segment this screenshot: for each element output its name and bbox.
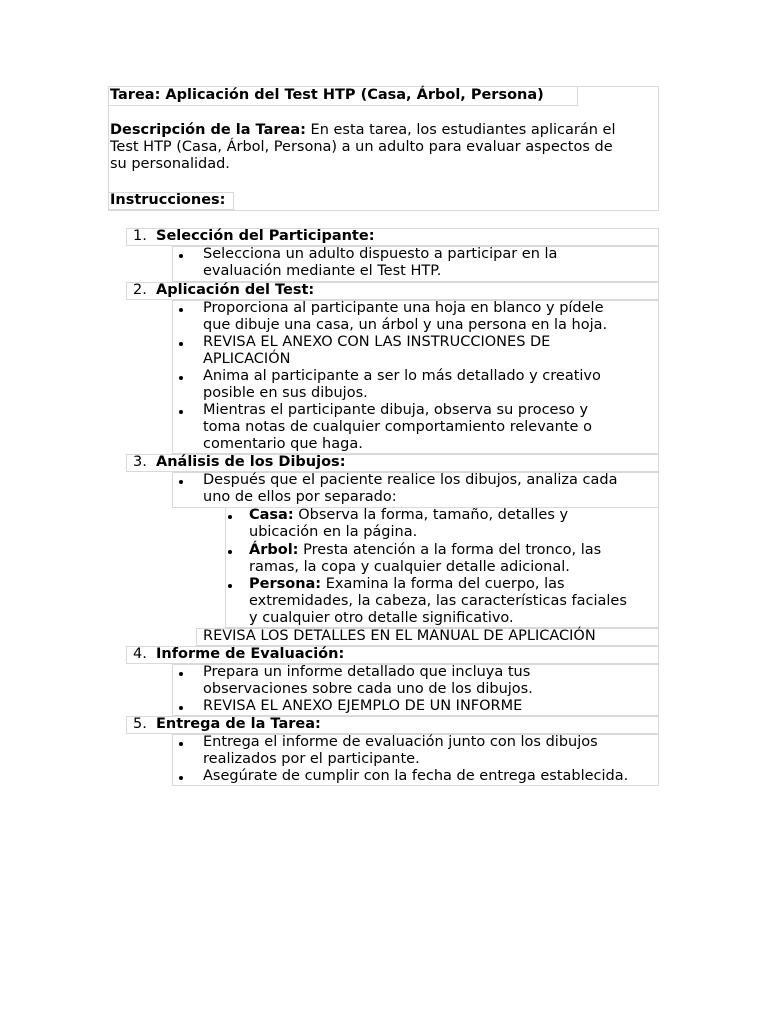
bullet-icon bbox=[179, 776, 183, 780]
description-line-2: Test HTP (Casa, Árbol, Persona) a un adulto para evaluar aspectos de bbox=[110, 139, 613, 155]
step-1-title: Selección del Participante: bbox=[156, 228, 375, 244]
step-4-bullet-1-line-1: Prepara un informe detallado que incluya tus bbox=[203, 664, 531, 680]
step-2-bullet-4-line-1: Mientras el participante dibuja, observa su proceso y bbox=[203, 402, 589, 418]
bullet-icon bbox=[179, 742, 183, 746]
step-2-bullet-4-line-3: comentario que haga. bbox=[203, 436, 363, 452]
sub-bullet-arbol-label: Árbol: bbox=[249, 542, 299, 558]
step-5-bullet-1-line-2: realizados por el participante. bbox=[203, 751, 420, 767]
sub-bullet-casa-text: Observa la forma, tamaño, detalles y bbox=[293, 507, 569, 523]
sub-bullet-persona-label: Persona: bbox=[249, 576, 322, 592]
instructions-label: Instrucciones: bbox=[110, 192, 226, 208]
step-3-bullet-1-line-1: Después que el paciente realice los dibujos, analiza cada bbox=[203, 472, 618, 488]
step-2-bullet-3-line-1: Anima al participante a ser lo más detallado y creativo bbox=[203, 368, 601, 384]
step-4-bullet-2-line-1: REVISA EL ANEXO EJEMPLO DE UN INFORME bbox=[203, 698, 523, 714]
step-3-number: 3. bbox=[133, 454, 147, 470]
step-2-title: Aplicación del Test: bbox=[156, 282, 315, 298]
sub-bullet-persona-text: Examina la forma del cuerpo, las bbox=[321, 576, 565, 592]
step-4-bullet-1-line-2: observaciones sobre cada uno de los dibujos. bbox=[203, 681, 533, 697]
step-4-title: Informe de Evaluación: bbox=[156, 646, 345, 662]
bullet-icon bbox=[228, 584, 232, 588]
sub-bullet-persona-line-2: extremidades, la cabeza, las características faciales bbox=[249, 593, 627, 609]
step-4-number: 4. bbox=[133, 646, 147, 662]
step-3-note: REVISA LOS DETALLES EN EL MANUAL DE APLICACIÓN bbox=[203, 628, 596, 644]
bullet-icon bbox=[228, 515, 232, 519]
step-5-bullet-1-line-1: Entrega el informe de evaluación junto con los dibujos bbox=[203, 734, 598, 750]
step-2-bullet-4-line-2: toma notas de cualquier comportamiento relevante o bbox=[203, 419, 592, 435]
step-2-bullet-3-line-2: posible en sus dibujos. bbox=[203, 385, 368, 401]
sub-bullet-arbol-line-2: ramas, la copa y cualquier detalle adicional. bbox=[249, 559, 570, 575]
step-5-bullet-2-line-1: Asegúrate de cumplir con la fecha de entrega establecida. bbox=[203, 768, 629, 784]
step-2-number: 2. bbox=[133, 282, 147, 298]
step-2-bullet-2-line-2: APLICACIÓN bbox=[203, 351, 291, 367]
sub-bullet-arbol-line-1 bbox=[249, 542, 601, 559]
description-line-3: su personalidad. bbox=[110, 156, 230, 172]
step-5-title: Entrega de la Tarea: bbox=[156, 716, 321, 732]
bullet-icon bbox=[179, 308, 183, 312]
step-3-bullet-1-line-2: uno de ellos por separado: bbox=[203, 489, 397, 505]
bullet-icon bbox=[179, 706, 183, 710]
step-1-bullet-1-line-1: Selecciona un adulto dispuesto a participar en la bbox=[203, 246, 558, 262]
sub-bullet-persona-line-3: y cualquier otro detalle significativo. bbox=[249, 610, 514, 626]
sub-bullet-persona-line-1 bbox=[249, 576, 565, 593]
bullet-icon bbox=[228, 550, 232, 554]
bullet-icon bbox=[179, 480, 183, 484]
step-2-bullet-2-line-1: REVISA EL ANEXO CON LAS INSTRUCCIONES DE bbox=[203, 334, 551, 350]
sub-bullet-casa-line-1 bbox=[249, 507, 568, 524]
description-label: Descripción de la Tarea: bbox=[110, 122, 306, 138]
bullet-icon bbox=[179, 672, 183, 676]
sub-bullet-casa-label: Casa: bbox=[249, 507, 294, 523]
step-2-bullet-1-line-2: que dibuje una casa, un árbol y una persona en la hoja. bbox=[203, 317, 608, 333]
bullet-icon bbox=[179, 342, 183, 346]
sub-bullet-arbol-text: Presta atención a la forma del tronco, las bbox=[298, 542, 602, 558]
step-5-number: 5. bbox=[133, 716, 147, 732]
task-title: Tarea: Aplicación del Test HTP (Casa, Árbol, Persona) bbox=[110, 87, 544, 103]
bullet-icon bbox=[179, 254, 183, 258]
sub-bullet-casa-line-2: ubicación en la página. bbox=[249, 524, 418, 540]
description-text-1: En esta tarea, los estudiantes aplicarán el bbox=[305, 122, 616, 138]
step-3-title: Análisis de los Dibujos: bbox=[156, 454, 346, 470]
step-2-bullet-1-line-1: Proporciona al participante una hoja en blanco y pídele bbox=[203, 300, 604, 316]
step-1-bullet-1-line-2: evaluación mediante el Test HTP. bbox=[203, 263, 442, 279]
description-line-1 bbox=[110, 122, 616, 139]
bullet-icon bbox=[179, 376, 183, 380]
step-1-number: 1. bbox=[133, 228, 147, 244]
bullet-icon bbox=[179, 410, 183, 414]
